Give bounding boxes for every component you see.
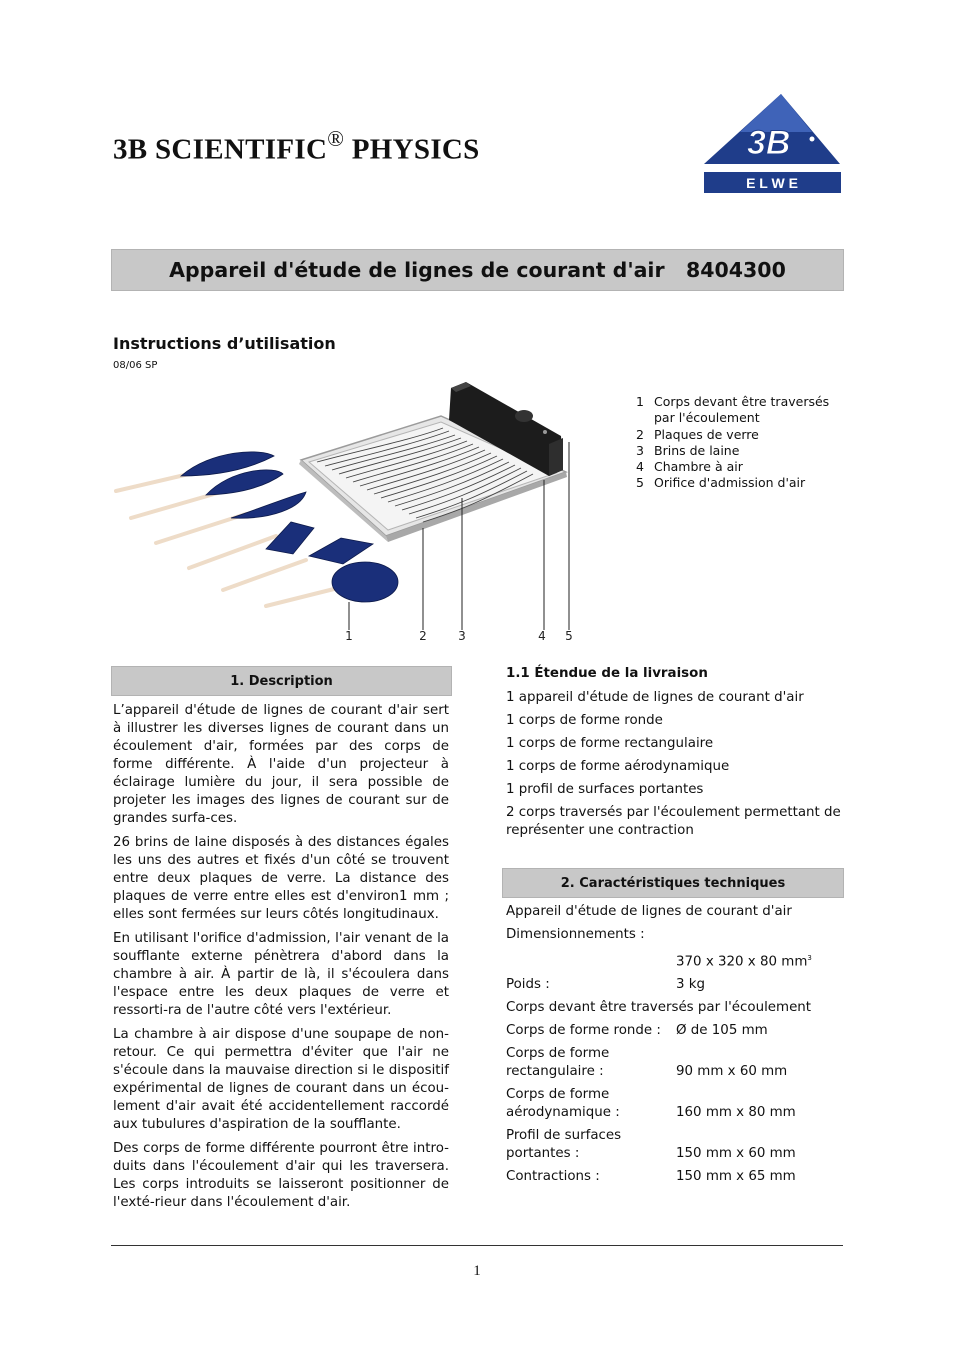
scope-item: 1 profil de surfaces portantes <box>506 782 704 797</box>
svg-text:E L W E: E L W E <box>746 175 798 191</box>
legend-item: 1 Corps devant être traversés par l'écoulement <box>636 394 830 426</box>
spec-row: Contractions : 150 mm x 65 mm <box>506 1169 796 1185</box>
scope-item: 2 corps traversés par l'écoulement permettant de représenter une contraction <box>506 805 841 838</box>
scope-item: 1 corps de forme aérodynamique <box>506 759 730 774</box>
date-code: 08/06 SP <box>113 360 158 371</box>
dimensions-value: 370 x 320 x 80 $mm^3$ <box>676 954 812 970</box>
weight-row: Poids : 3 kg <box>506 977 706 993</box>
callout-3: 3 <box>458 629 466 643</box>
scope-item: 1 appareil d'étude de lignes de courant d'air <box>506 690 804 705</box>
legend-item: 3 Brins de laine <box>636 442 740 458</box>
scope-heading: 1.1 Étendue de la livraison <box>506 666 708 681</box>
spec-row: Corps de forme ronde : Ø de 105 mm <box>506 1023 768 1039</box>
description-paragraph: En utilisant l'orifice d'admission, l'air venant de la soufflante externe pénètrera d'abord dans la chambre à air. À partir de là, il s'écoulera dans l'espace entre les deux plaques de verre et ressorti-ra de l'autre côté vers l'extérieur. <box>113 931 449 1018</box>
legend-item: 5 Orifice d'admission d'air <box>636 475 806 491</box>
page-number: 1 <box>473 1263 481 1279</box>
dimensions-label: Dimensionnements : <box>506 927 645 942</box>
scope-item: 1 corps de forme rectangulaire <box>506 736 714 751</box>
callout-1: 1 <box>345 629 353 643</box>
description-paragraph: L’appareil d'étude de lignes de courant d'air sert à illustrer les diverses lignes de courant dans un écoulement d'air, formées par des corps de forme différente. À l'aide d'un projecteur à éclairage lumière du jour, il sera possible de projeter les images des lignes de courant sur de grandes surfa-ces. <box>113 703 449 826</box>
document-title: Appareil d'étude de lignes de courant d'air 8404300 <box>111 249 844 291</box>
bodies-line: Corps devant être traversés par l'écoulement <box>506 1000 812 1016</box>
description-body <box>113 702 449 1218</box>
legend-item: 4 Chambre à air <box>636 459 743 475</box>
3b-elwe-logo <box>700 94 842 194</box>
spec-row: Corps de forme aérodynamique : 160 mm x 80 mm <box>506 1087 796 1121</box>
dimensions-row <box>506 949 846 971</box>
spec-row: Profil de surfaces portantes : 150 mm x 60 mm <box>506 1128 796 1162</box>
description-paragraph: La chambre à air dispose d'une soupape de non-retour. Ce qui permettra d'éviter que l'air ne s'écoule dans la mauvaise direction si le dispositif expérimental de lignes de courant dans un écou-lement d'air avait été accidentellement raccordé aux tubulures d'aspiration de la soufflante. <box>113 1027 449 1132</box>
description-heading: 1. Description <box>111 666 452 696</box>
registered-mark: ® <box>327 126 345 151</box>
footer-rule <box>111 1245 843 1246</box>
callout-4: 4 <box>538 629 546 643</box>
spec-row: Corps de forme rectangulaire : 90 mm x 60 mm <box>506 1046 788 1080</box>
apparatus-illustration <box>111 378 581 646</box>
svg-text:3B: 3B <box>747 124 791 162</box>
brand-title: 3B SCIENTIFIC® PHYSICS <box>113 126 480 166</box>
description-paragraph: Des corps de forme différente pourront être intro-duits dans l'écoulement d'air qui les traversera. Les corps introduits se laisseront positionner de l'exté-rieur dans l'écoulement d'air. <box>113 1141 449 1210</box>
specs-body <box>506 903 846 1191</box>
specs-line: Appareil d'étude de lignes de courant d'air <box>506 904 792 919</box>
instructions-heading: Instructions d’utilisation <box>113 334 336 353</box>
legend-item: 2 Plaques de verre <box>636 426 759 442</box>
figure-legend <box>636 394 851 492</box>
scope-list <box>506 689 846 845</box>
callout-2: 2 <box>419 629 427 643</box>
description-paragraph: 26 brins de laine disposés à des distances égales les uns des autres et fixés d'un côté se trouvent entre deux plaques de verre. La distance des plaques de verre entre elles est d'environ1 mm ; elles sont fermées sur leurs côtés longitudinaux. <box>113 835 449 922</box>
callout-5: 5 <box>565 629 573 643</box>
scope-item: 1 corps de forme ronde <box>506 713 663 728</box>
specs-heading: 2. Caractéristiques techniques <box>502 868 844 898</box>
